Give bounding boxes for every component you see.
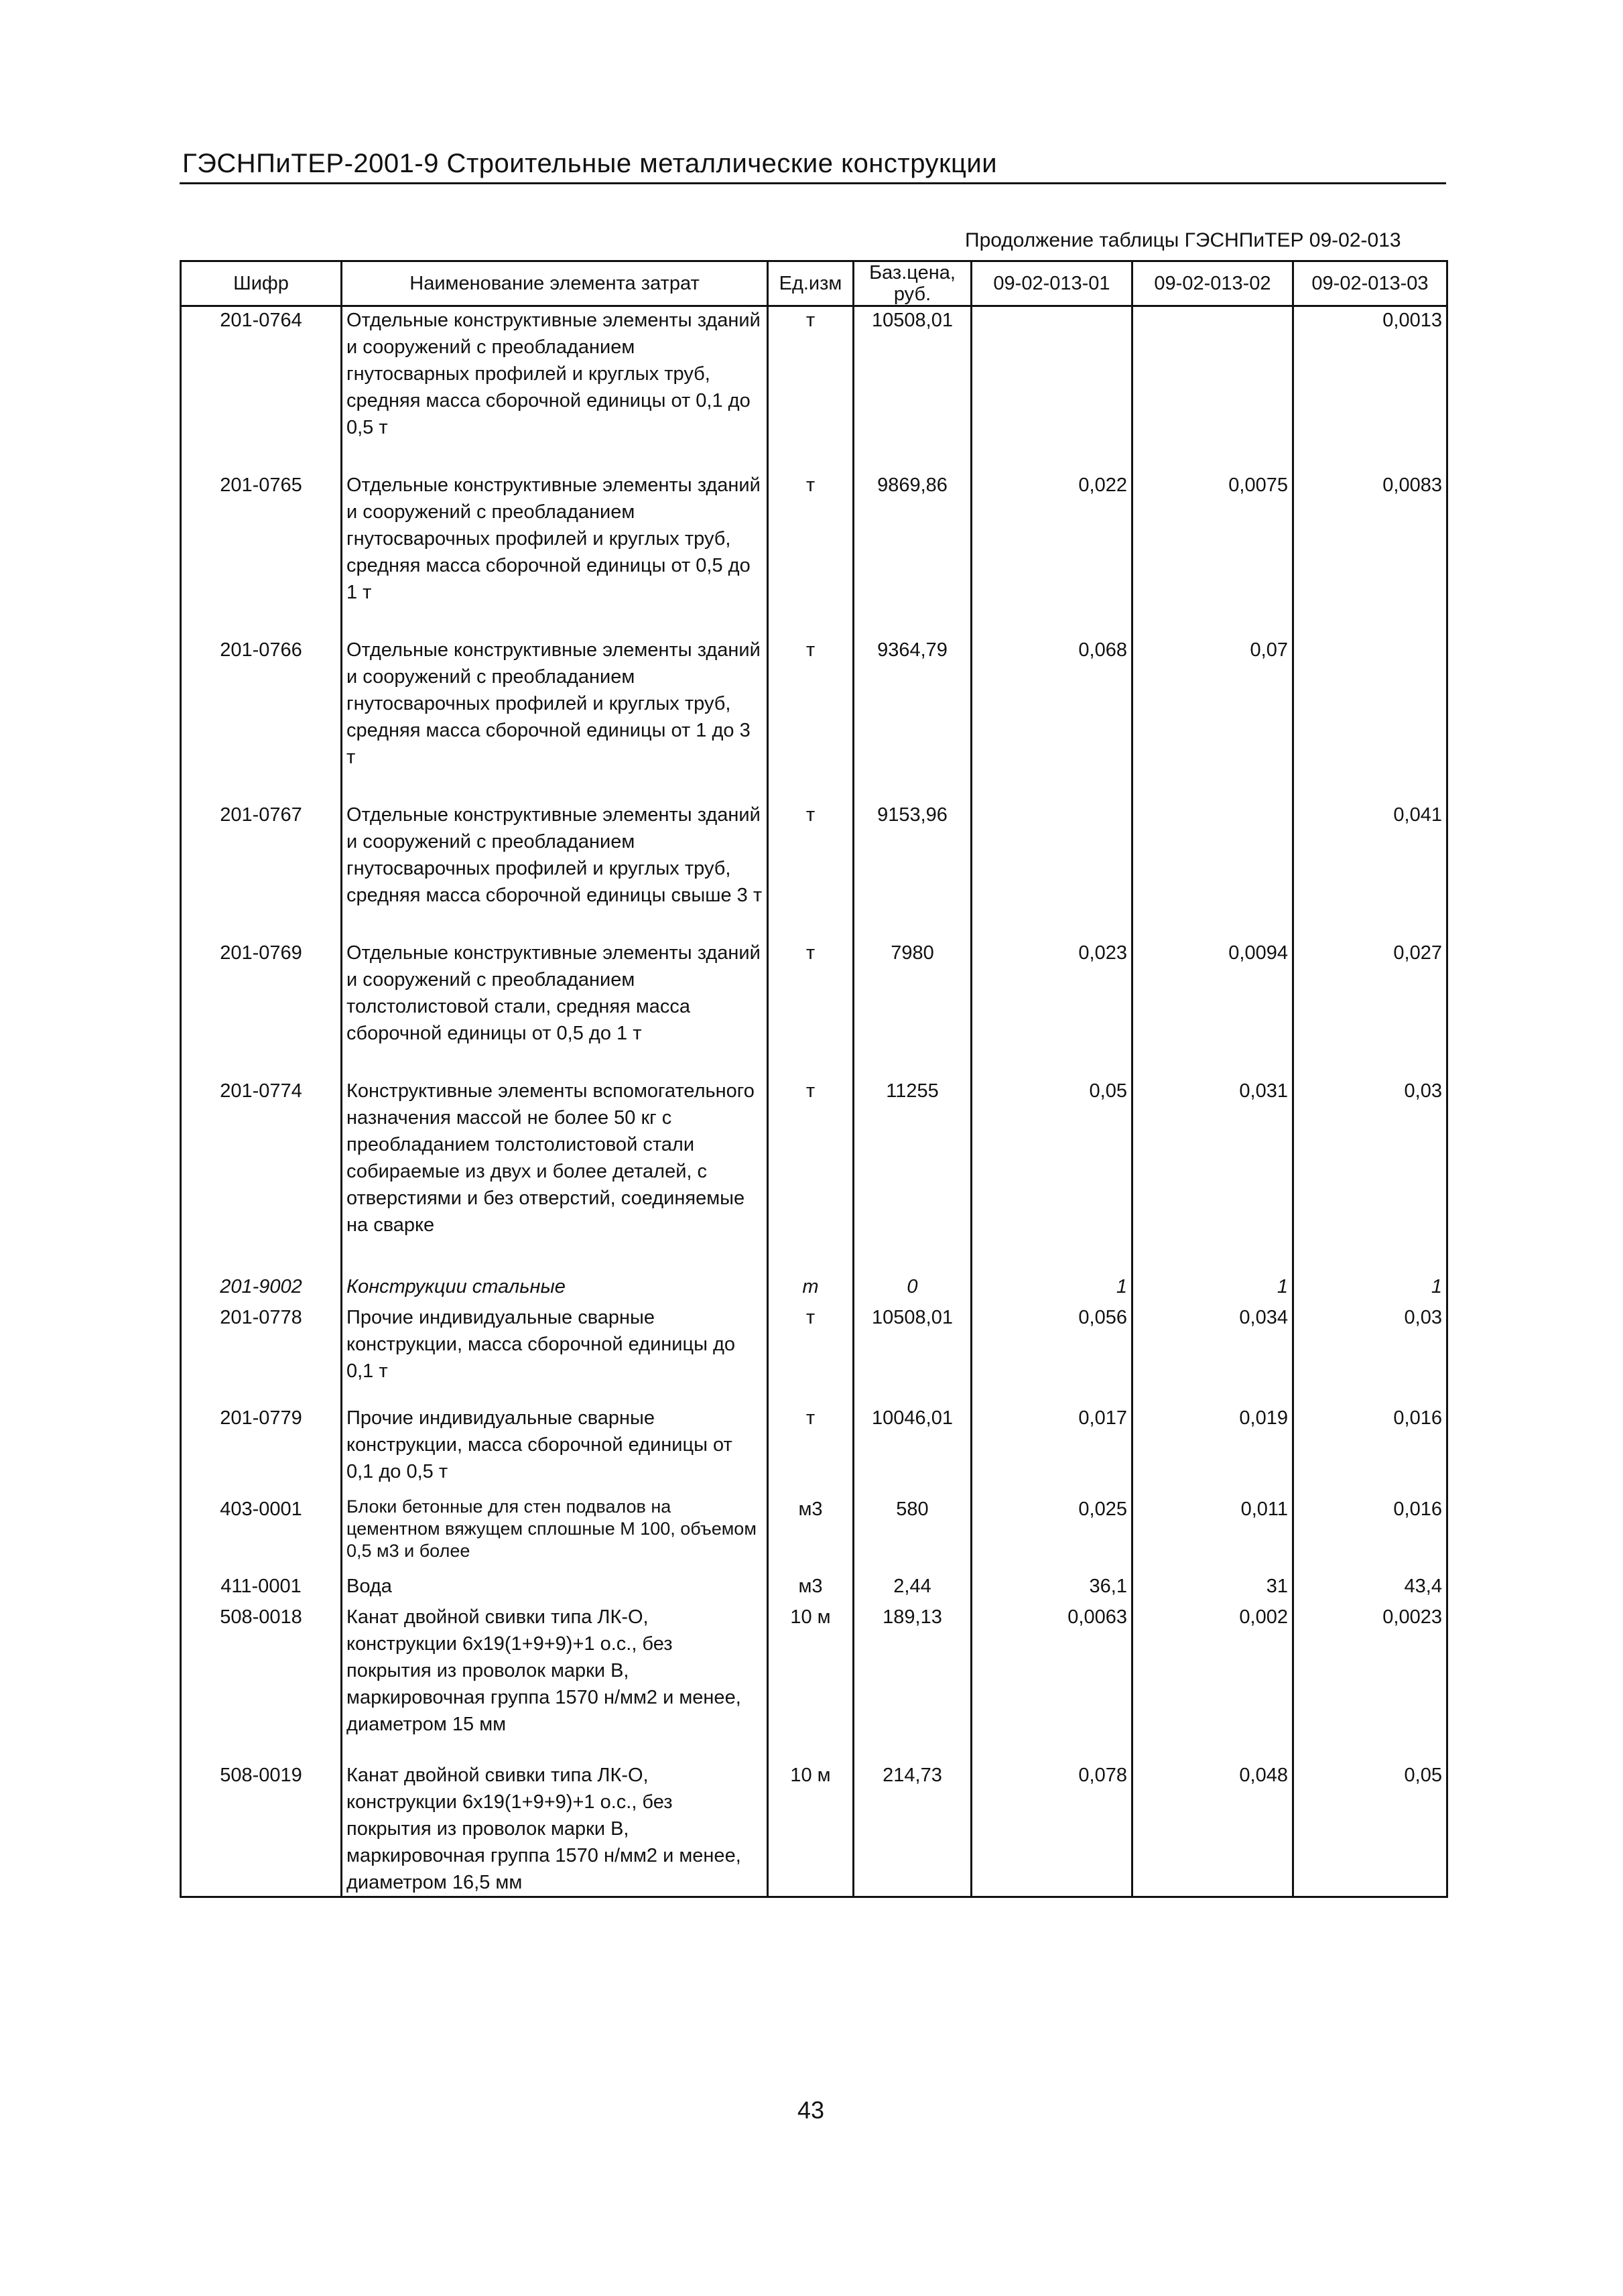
row-name: Канат двойной свивки типа ЛК-О, конструкции 6х19(1+9+9)+1 о.с., без покрытия из проволок марки В, маркировочная группа 1570 н/мм2 и менее, диаметром 16,5 мм	[342, 1762, 768, 1897]
row-code: 201-9002	[181, 1273, 342, 1300]
gap-cell	[1293, 1385, 1447, 1405]
row-code: 201-0766	[181, 637, 342, 771]
column-header-unit: Ед.изм	[768, 261, 854, 306]
gap-cell	[854, 1562, 972, 1573]
table-row	[181, 1496, 1447, 1562]
gap-cell	[1293, 1047, 1447, 1078]
page-number: 43	[797, 2096, 825, 2124]
row-gap	[181, 1485, 1447, 1496]
gap-cell	[972, 1562, 1132, 1573]
gap-cell	[854, 1238, 972, 1273]
gap-cell	[181, 909, 342, 940]
gap-cell	[1132, 1738, 1293, 1762]
gap-cell	[1132, 909, 1293, 940]
gap-cell	[342, 1738, 768, 1762]
row-norm-01: 0,078	[972, 1762, 1132, 1897]
gap-cell	[972, 606, 1132, 637]
table-row	[181, 802, 1447, 909]
column-header-code: Шифр	[181, 261, 342, 306]
row-base-price: 11255	[854, 1078, 972, 1238]
row-base-price: 189,13	[854, 1604, 972, 1738]
row-norm-01: 0,017	[972, 1405, 1132, 1485]
gap-cell	[342, 909, 768, 940]
row-unit: т	[768, 802, 854, 909]
row-code: 403-0001	[181, 1496, 342, 1562]
row-norm-03: 0,0013	[1293, 306, 1447, 442]
gap-cell	[854, 1738, 972, 1762]
row-name: Блоки бетонные для стен подвалов на цементном вяжущем сплошные М 100, объемом 0,5 м3 и более	[342, 1496, 768, 1562]
row-unit: т	[768, 637, 854, 771]
gap-cell	[181, 1485, 342, 1496]
gap-cell	[1293, 1562, 1447, 1573]
row-code: 508-0018	[181, 1604, 342, 1738]
row-unit: т	[768, 472, 854, 606]
column-header-norm-02: 09-02-013-02	[1132, 261, 1293, 306]
row-unit: м3	[768, 1573, 854, 1600]
column-header-price: Баз.цена, руб.	[854, 261, 972, 306]
row-base-price: 9364,79	[854, 637, 972, 771]
gap-cell	[768, 441, 854, 472]
table-row	[181, 1078, 1447, 1238]
gap-cell	[1132, 1047, 1293, 1078]
gap-cell	[1132, 1238, 1293, 1273]
row-unit: 10 м	[768, 1604, 854, 1738]
gap-cell	[768, 1385, 854, 1405]
row-base-price: 0	[854, 1273, 972, 1300]
row-base-price: 7980	[854, 940, 972, 1047]
row-norm-01	[972, 306, 1132, 442]
gap-cell	[768, 1485, 854, 1496]
table-continuation-caption: Продолжение таблицы ГЭСНПиТЕР 09-02-013	[965, 229, 1401, 251]
row-norm-02	[1132, 306, 1293, 442]
gap-cell	[181, 1238, 342, 1273]
gap-cell	[854, 1385, 972, 1405]
column-header-norm-03: 09-02-013-03	[1293, 261, 1447, 306]
row-norm-01: 0,023	[972, 940, 1132, 1047]
table-row	[181, 1304, 1447, 1385]
table-row	[181, 472, 1447, 606]
row-gap	[181, 1562, 1447, 1573]
gap-cell	[972, 1385, 1132, 1405]
gap-cell	[768, 1047, 854, 1078]
gap-cell	[342, 606, 768, 637]
row-gap	[181, 909, 1447, 940]
table-row	[181, 1273, 1447, 1300]
table-row	[181, 306, 1447, 442]
gap-cell	[181, 1385, 342, 1405]
gap-cell	[972, 441, 1132, 472]
row-norm-02: 0,0094	[1132, 940, 1293, 1047]
table-row	[181, 1405, 1447, 1485]
gap-cell	[1293, 441, 1447, 472]
gap-cell	[181, 1047, 342, 1078]
gap-cell	[342, 1047, 768, 1078]
row-code: 201-0765	[181, 472, 342, 606]
row-norm-02: 0,019	[1132, 1405, 1293, 1485]
row-gap	[181, 1047, 1447, 1078]
row-norm-03: 0,0083	[1293, 472, 1447, 606]
gap-cell	[854, 1047, 972, 1078]
row-norm-03: 0,016	[1293, 1496, 1447, 1562]
row-norm-03: 0,05	[1293, 1762, 1447, 1897]
row-gap	[181, 1385, 1447, 1405]
row-gap	[181, 606, 1447, 637]
gap-cell	[972, 1738, 1132, 1762]
row-norm-02: 1	[1132, 1273, 1293, 1300]
row-gap	[181, 1738, 1447, 1762]
row-name: Отдельные конструктивные элементы зданий и сооружений с преобладанием гнутосварочных профилей и круглых труб, средняя масса сборочной единицы от 0,5 до 1 т	[342, 472, 768, 606]
gap-cell	[1132, 1385, 1293, 1405]
gap-cell	[1293, 1485, 1447, 1496]
table-header-row	[181, 261, 1447, 306]
gap-cell	[768, 1238, 854, 1273]
row-norm-02: 0,031	[1132, 1078, 1293, 1238]
row-unit: т	[768, 1078, 854, 1238]
row-name: Вода	[342, 1573, 768, 1600]
gap-cell	[854, 771, 972, 802]
column-header-name: Наименование элемента затрат	[342, 261, 768, 306]
row-gap	[181, 771, 1447, 802]
gap-cell	[1293, 771, 1447, 802]
gap-cell	[768, 1562, 854, 1573]
row-norm-03: 0,027	[1293, 940, 1447, 1047]
gap-cell	[1132, 1485, 1293, 1496]
gap-cell	[181, 1738, 342, 1762]
column-header-norm-01: 09-02-013-01	[972, 261, 1132, 306]
row-name: Отдельные конструктивные элементы зданий и сооружений с преобладанием гнутосварочных профилей и круглых труб, средняя масса сборочной единицы свыше 3 т	[342, 802, 768, 909]
row-code: 201-0769	[181, 940, 342, 1047]
row-name: Прочие индивидуальные сварные конструкции, масса сборочной единицы от 0,1 до 0,5 т	[342, 1405, 768, 1485]
gap-cell	[768, 1738, 854, 1762]
gap-cell	[972, 1047, 1132, 1078]
row-code: 201-0774	[181, 1078, 342, 1238]
table-row	[181, 1762, 1447, 1897]
row-base-price: 10508,01	[854, 306, 972, 442]
row-norm-03: 0,03	[1293, 1304, 1447, 1385]
gap-cell	[1132, 606, 1293, 637]
gap-cell	[972, 1238, 1132, 1273]
row-norm-01: 0,05	[972, 1078, 1132, 1238]
row-base-price: 10508,01	[854, 1304, 972, 1385]
row-norm-03: 0,0023	[1293, 1604, 1447, 1738]
row-norm-01: 0,025	[972, 1496, 1132, 1562]
gap-cell	[768, 771, 854, 802]
row-base-price: 2,44	[854, 1573, 972, 1600]
row-code: 201-0767	[181, 802, 342, 909]
gap-cell	[972, 1485, 1132, 1496]
gap-cell	[1293, 909, 1447, 940]
table-row	[181, 1604, 1447, 1738]
gap-cell	[181, 606, 342, 637]
gap-cell	[1293, 1238, 1447, 1273]
gap-cell	[181, 441, 342, 472]
gap-cell	[768, 606, 854, 637]
row-code: 201-0778	[181, 1304, 342, 1385]
row-base-price: 10046,01	[854, 1405, 972, 1485]
row-gap	[181, 1238, 1447, 1273]
gap-cell	[1132, 771, 1293, 802]
resource-table	[180, 260, 1448, 1898]
row-norm-03: 43,4	[1293, 1573, 1447, 1600]
row-norm-01: 0,056	[972, 1304, 1132, 1385]
gap-cell	[1293, 606, 1447, 637]
row-name: Отдельные конструктивные элементы зданий и сооружений с преобладанием гнутосварных профилей и круглых труб, средняя масса сборочной единицы от 0,1 до 0,5 т	[342, 306, 768, 442]
row-norm-02: 0,011	[1132, 1496, 1293, 1562]
row-norm-03: 0,03	[1293, 1078, 1447, 1238]
row-gap	[181, 441, 1447, 472]
row-name: Прочие индивидуальные сварные конструкции, масса сборочной единицы до 0,1 т	[342, 1304, 768, 1385]
gap-cell	[854, 441, 972, 472]
row-norm-01: 0,022	[972, 472, 1132, 606]
gap-cell	[342, 1485, 768, 1496]
row-base-price: 9869,86	[854, 472, 972, 606]
table-body	[181, 306, 1447, 1897]
running-header: ГЭСНПиТЕР-2001-9 Строительные металлические конструкции	[182, 149, 998, 178]
row-base-price: 580	[854, 1496, 972, 1562]
row-norm-02: 0,048	[1132, 1762, 1293, 1897]
table-row	[181, 637, 1447, 771]
row-norm-02: 31	[1132, 1573, 1293, 1600]
row-norm-02: 0,002	[1132, 1604, 1293, 1738]
row-unit: т	[768, 1405, 854, 1485]
gap-cell	[1132, 1562, 1293, 1573]
table-row	[181, 1573, 1447, 1600]
gap-cell	[181, 771, 342, 802]
row-name: Канат двойной свивки типа ЛК-О, конструкции 6х19(1+9+9)+1 о.с., без покрытия из проволок марки В, маркировочная группа 1570 н/мм2 и менее, диаметром 15 мм	[342, 1604, 768, 1738]
row-norm-01: 0,0063	[972, 1604, 1132, 1738]
row-unit: т	[768, 306, 854, 442]
gap-cell	[972, 771, 1132, 802]
row-norm-01	[972, 802, 1132, 909]
row-norm-03: 1	[1293, 1273, 1447, 1300]
row-unit: т	[768, 1273, 854, 1300]
gap-cell	[342, 771, 768, 802]
row-norm-03: 0,016	[1293, 1405, 1447, 1485]
gap-cell	[1293, 1738, 1447, 1762]
gap-cell	[342, 1562, 768, 1573]
gap-cell	[1132, 441, 1293, 472]
row-name: Отдельные конструктивные элементы зданий и сооружений с преобладанием толстолистовой стали, средняя масса сборочной единицы от 0,5 до 1 т	[342, 940, 768, 1047]
row-unit: т	[768, 1304, 854, 1385]
gap-cell	[972, 909, 1132, 940]
row-norm-01: 36,1	[972, 1573, 1132, 1600]
gap-cell	[854, 606, 972, 637]
row-norm-02	[1132, 802, 1293, 909]
row-unit: м3	[768, 1496, 854, 1562]
row-norm-01: 1	[972, 1273, 1132, 1300]
row-norm-02: 0,034	[1132, 1304, 1293, 1385]
row-norm-01: 0,068	[972, 637, 1132, 771]
gap-cell	[342, 1238, 768, 1273]
gap-cell	[342, 1385, 768, 1405]
row-code: 411-0001	[181, 1573, 342, 1600]
row-unit: 10 м	[768, 1762, 854, 1897]
row-base-price: 9153,96	[854, 802, 972, 909]
gap-cell	[768, 909, 854, 940]
header-rule	[180, 182, 1446, 184]
row-unit: т	[768, 940, 854, 1047]
row-name: Конструктивные элементы вспомогательного назначения массой не более 50 кг с преобладанием толстолистовой стали собираемые из двух и более деталей, с отверстиями и без отверстий, соединяемые на сварке	[342, 1078, 768, 1238]
gap-cell	[181, 1562, 342, 1573]
row-code: 508-0019	[181, 1762, 342, 1897]
table-row	[181, 940, 1447, 1047]
row-norm-02: 0,07	[1132, 637, 1293, 771]
row-norm-02: 0,0075	[1132, 472, 1293, 606]
row-base-price: 214,73	[854, 1762, 972, 1897]
row-name: Конструкции стальные	[342, 1273, 768, 1300]
gap-cell	[854, 909, 972, 940]
row-code: 201-0764	[181, 306, 342, 442]
row-norm-03: 0,041	[1293, 802, 1447, 909]
row-name: Отдельные конструктивные элементы зданий и сооружений с преобладанием гнутосварочных профилей и круглых труб, средняя масса сборочной единицы от 1 до 3 т	[342, 637, 768, 771]
gap-cell	[342, 441, 768, 472]
gap-cell	[854, 1485, 972, 1496]
row-code: 201-0779	[181, 1405, 342, 1485]
row-norm-03	[1293, 637, 1447, 771]
